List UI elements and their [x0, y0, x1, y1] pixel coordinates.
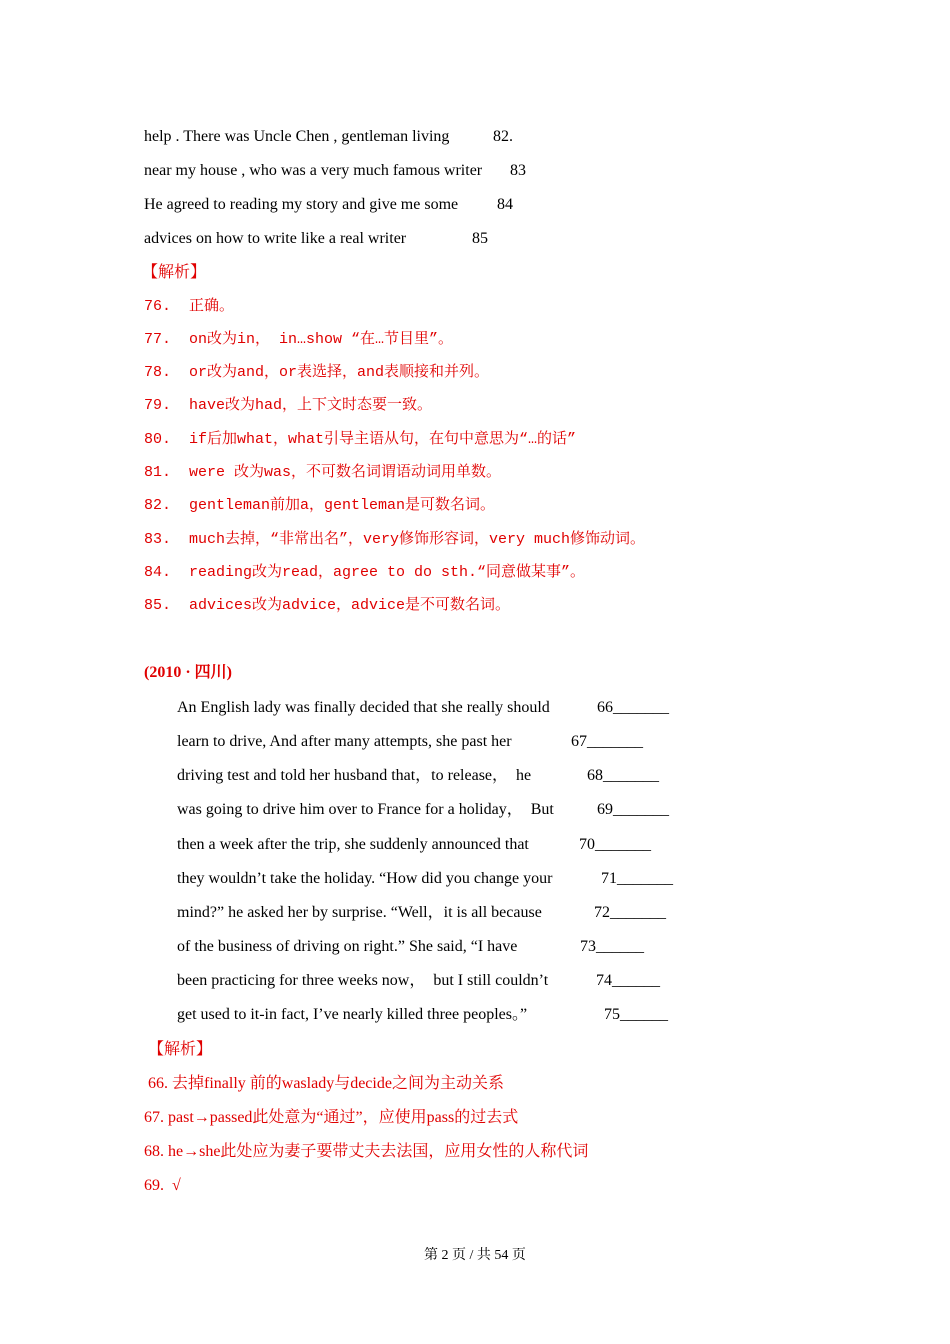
passage-line: [144, 195, 458, 215]
answer-item: 76. 正确。: [144, 298, 235, 315]
analysis-heading: 【解析】: [142, 264, 207, 281]
answer-item: 68. he→she此处应为妻子要带丈夫去法国，应用女性的人称代词: [144, 1143, 589, 1160]
answer-item: 82. gentleman前加a，gentleman是可数名词。: [144, 497, 496, 514]
passage-line: [144, 127, 449, 147]
answer-item: 81. were 改为was，不可数名词谓语动词用单数。: [144, 464, 502, 481]
answer-item: 79. have改为had，上下文时态要一致。: [144, 397, 433, 414]
answer-item: 69. √: [144, 1177, 181, 1194]
blank-number: 72_______: [594, 904, 666, 921]
passage-text: He agreed to reading my story and give me some: [144, 196, 459, 213]
blank-number: 68_______: [587, 767, 659, 784]
passage-line: driving test and told her husband that，to release， he: [177, 767, 532, 784]
answer-item: 67. past→passed此处意为“通过”，应使用pass的过去式: [144, 1109, 519, 1126]
passage-text: near my house , who was a very much famous writer: [144, 162, 483, 179]
passage-line: been practicing for three weeks now， but I still couldn’t: [177, 972, 549, 989]
passage-line: of the business of driving on right.” She said, “I have: [177, 938, 518, 955]
blank-number: 66_______: [597, 699, 669, 716]
blank-number: 74______: [596, 972, 660, 989]
passage-line: was going to drive him over to France for a holiday， But: [177, 801, 554, 818]
blank-number: 73______: [580, 938, 644, 955]
answer-item: 80. if后加what，what引导主语从句，在句中意思为“…的话”: [144, 431, 577, 448]
passage-line: mind?” he asked her by surprise. “Well，it is all because: [177, 904, 542, 921]
answer-item: 78. or改为and，or表选择，and表顺接和并列。: [144, 364, 490, 381]
section-title: (2010 · 四川): [144, 664, 232, 681]
answer-item: 66. 去掉finally 前的waslady与decide之间为主动关系: [148, 1075, 504, 1092]
passage-text: advices on how to write like a real writer: [144, 230, 407, 247]
passage-text: help . There was Uncle Chen , gentleman living: [144, 128, 450, 145]
passage-line: learn to drive, And after many attempts, she past her: [177, 733, 512, 750]
passage-line: they wouldn’t take the holiday. “How did you change your: [177, 870, 553, 887]
analysis-heading: 【解析】: [148, 1041, 213, 1058]
line-number: 83: [510, 162, 526, 179]
passage-line: then a week after the trip, she suddenly announced that: [177, 836, 529, 853]
answer-item: 84. reading改为read，agree to do sth.“同意做某事”。: [144, 564, 586, 581]
answer-item: 77. on改为in， in…show “在…节目里”。: [144, 331, 454, 348]
line-number: 85: [472, 230, 488, 247]
answer-item: 85. advices改为advice，advice是不可数名词。: [144, 597, 511, 614]
line-number: 84: [497, 196, 513, 213]
blank-number: 71_______: [601, 870, 673, 887]
passage-line: An English lady was finally decided that she really should: [177, 699, 550, 716]
blank-number: 67_______: [571, 733, 643, 750]
page-footer: 第 2 页 / 共 54 页: [424, 1248, 526, 1263]
line-number: 82.: [493, 128, 513, 145]
passage-line: [144, 161, 482, 181]
passage-line: [144, 229, 406, 249]
blank-number: 69_______: [597, 801, 669, 818]
blank-number: 75______: [604, 1006, 668, 1023]
passage-line: get used to it-in fact, I’ve nearly killed three peoples。”: [177, 1006, 528, 1023]
answer-item: 83. much去掉，“非常出名”，very修饰形容词，very much修饰动词。: [144, 531, 646, 548]
blank-number: 70_______: [579, 836, 651, 853]
